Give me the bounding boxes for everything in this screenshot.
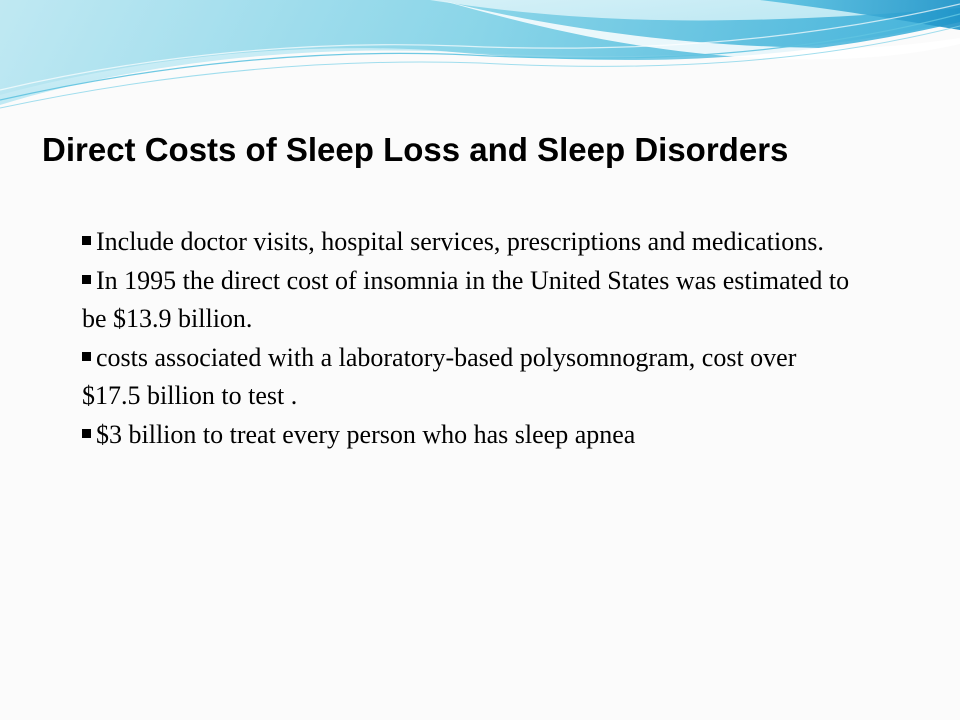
slide-title: Direct Costs of Sleep Loss and Sleep Disorders — [42, 131, 789, 168]
bullet-text: $3 billion to treat every person who has sleep apnea — [96, 419, 636, 449]
bullet-item — [82, 416, 855, 455]
square-bullet-icon — [82, 275, 91, 284]
bullet-item — [82, 339, 855, 416]
header-wave-decoration — [0, 0, 960, 120]
square-bullet-icon — [82, 429, 91, 438]
bullet-list — [82, 223, 855, 454]
square-bullet-icon — [82, 236, 91, 245]
square-bullet-icon — [82, 352, 91, 361]
bullet-text: Include doctor visits, hospital services, prescriptions and medications. — [96, 227, 824, 256]
bullet-item — [82, 262, 855, 339]
bullet-text: costs associated with a laboratory-based polysomnogram, cost over $17.5 billion to test . — [82, 342, 797, 410]
bullet-item — [82, 223, 855, 262]
bullet-text: In 1995 the direct cost of insomnia in the United States was estimated to be $13.9 billion. — [82, 265, 850, 333]
